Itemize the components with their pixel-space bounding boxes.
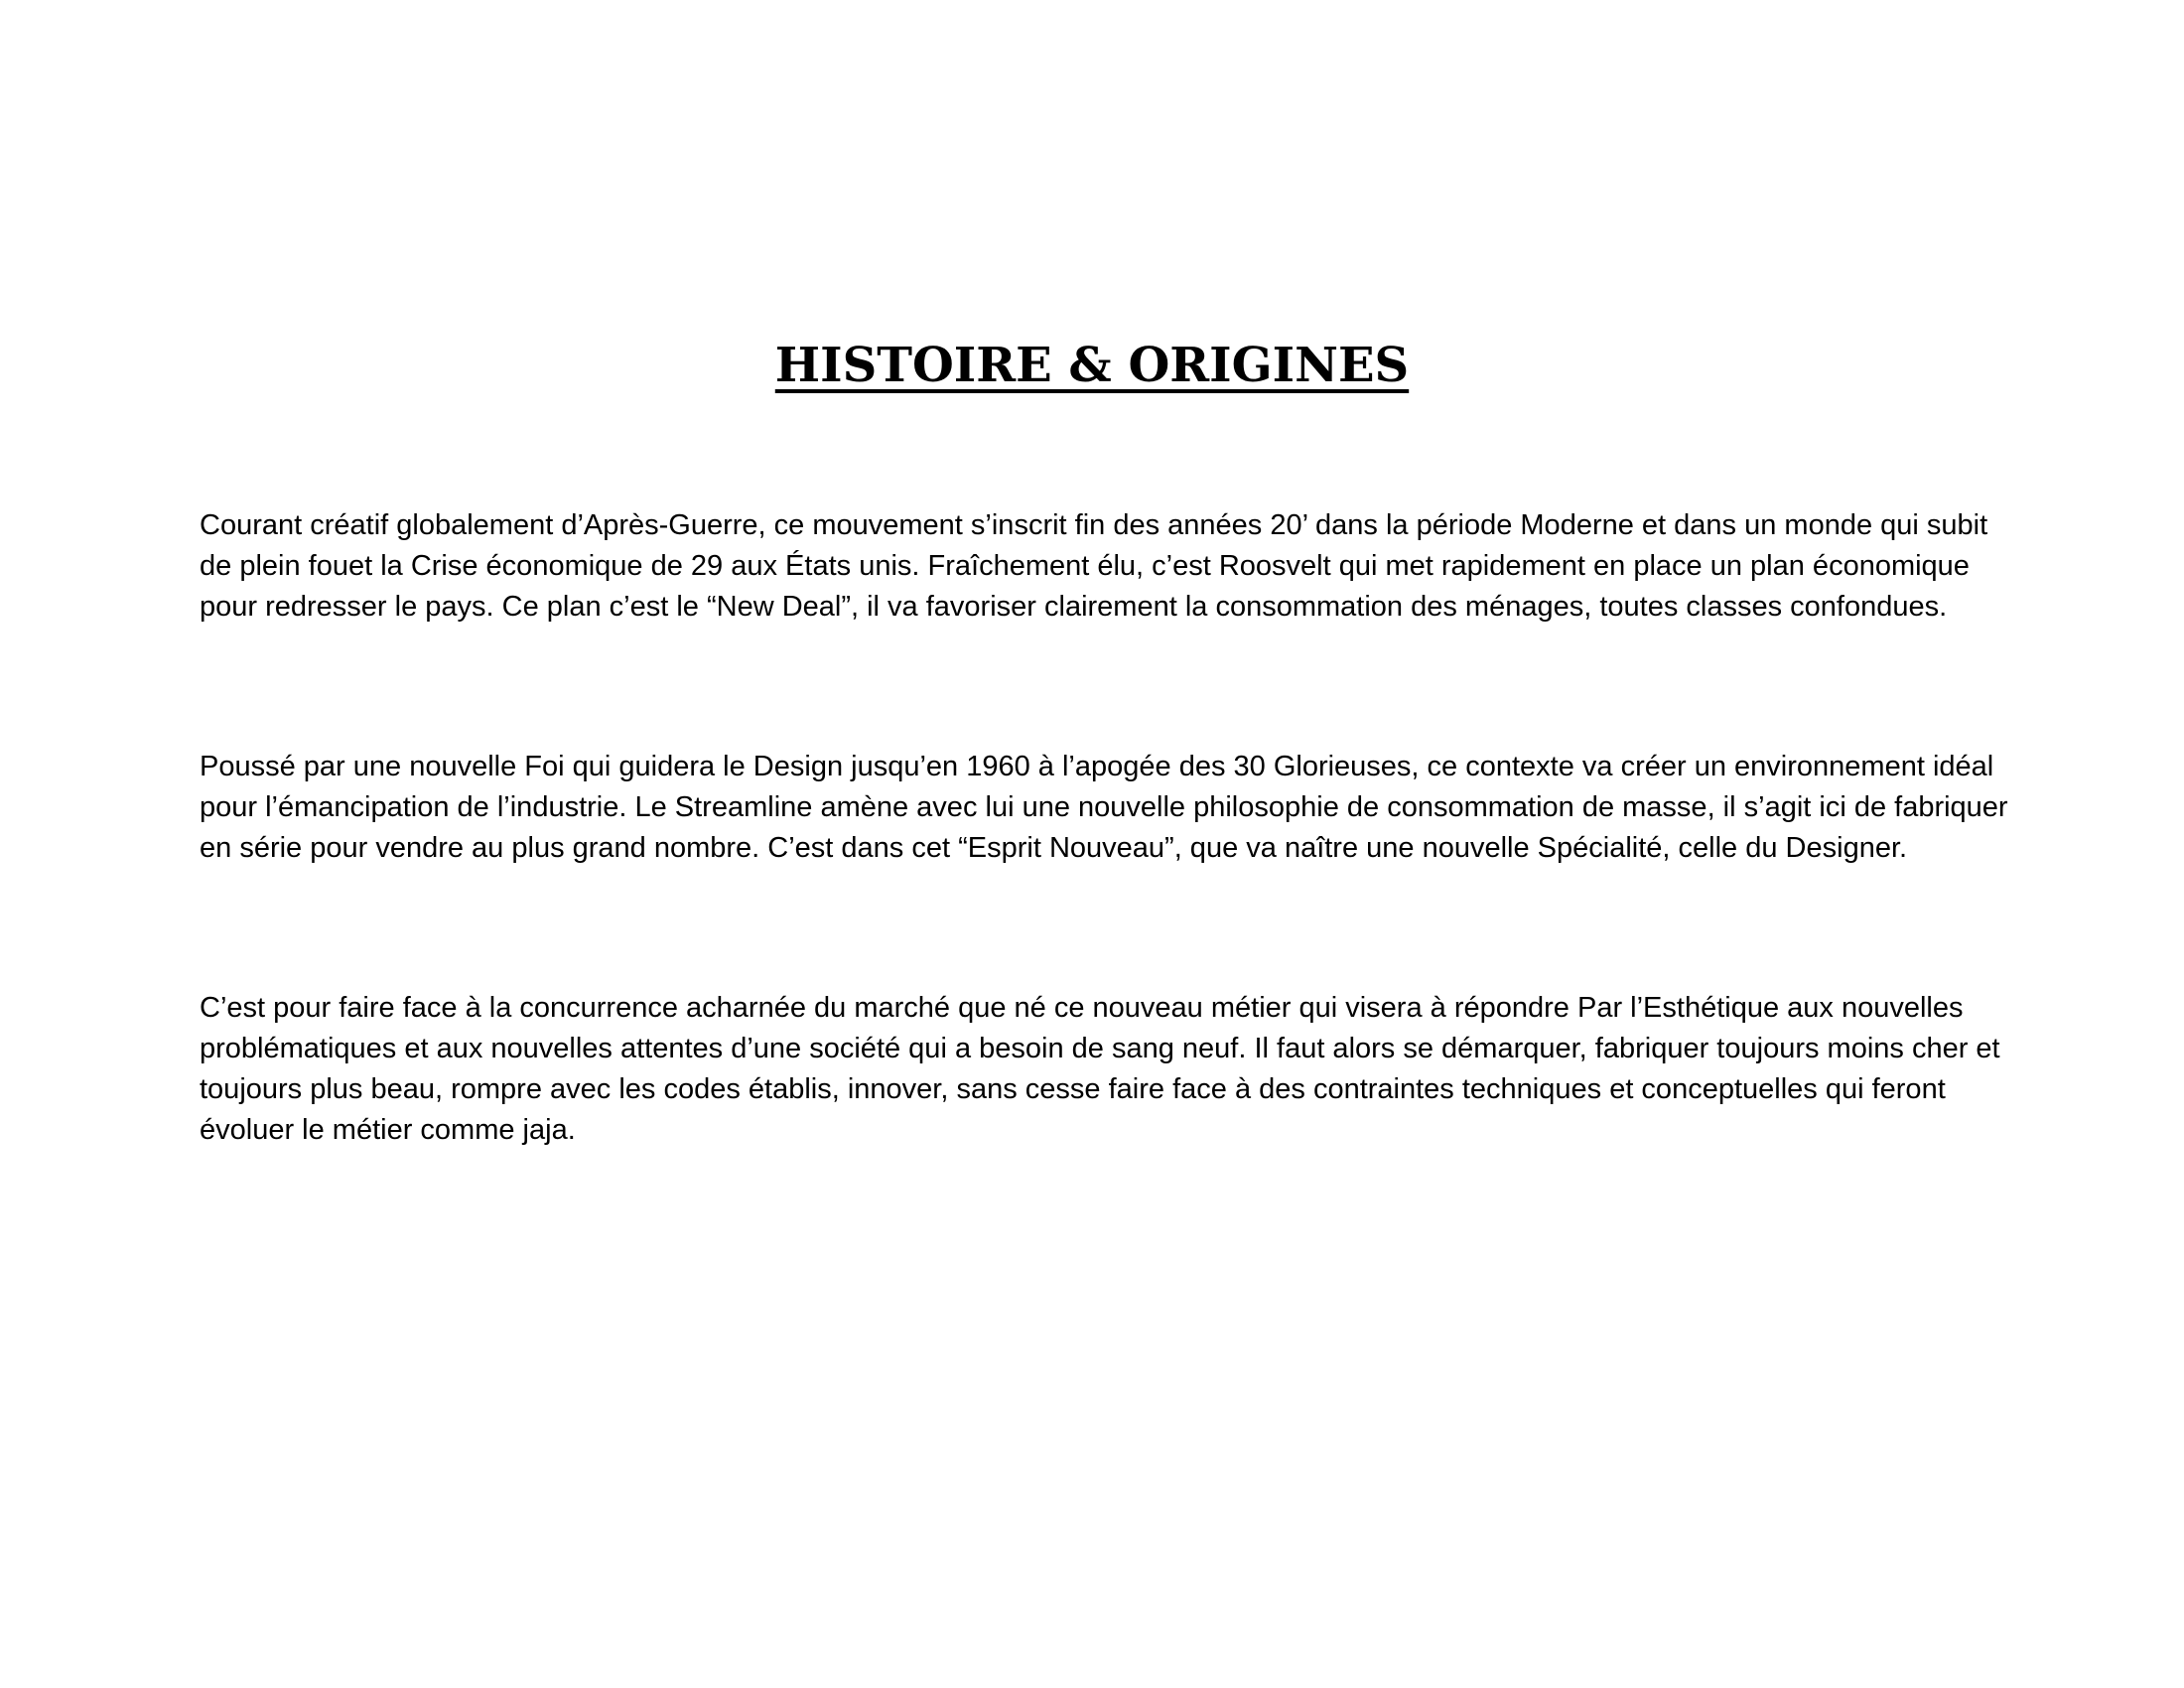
page-title: HISTOIRE & ORIGINES [774,338,1410,393]
paragraph-2: Poussé par une nouvelle Foi qui guidera le Design jusqu’en 1960 à l’apogée des 30 Glorieuses, ce contexte va créer un environnement idéal pour l’émancipation de l’industrie. Le Streamline amène avec lui une nouvelle philosophie de consommation de masse, il s’agit ici de fabriquer en série pour vendre au plus grand nombre. C’est dans cet “Esprit Nouveau”, que va naître une nouvelle Spécialité, celle du Designer. [200,751,2008,864]
paragraph-1: Courant créatif globalement d’Après-Guerre, ce mouvement s’inscrit fin des années 20’ dans la période Moderne et dans un monde qui subit de plein fouet la Crise économique de 29 aux États unis. Fraîchement élu, c’est Roosvelt qui met rapidement en place un plan économique pour redresser le pays. Ce plan c’est le “New Deal”, il va favoriser clairement la consommation des ménages, toutes classes confondues. [200,509,1988,623]
paragraph-3: C’est pour faire face à la concurrence acharnée du marché que né ce nouveau métier qui visera à répondre Par l’Esthétique aux nouvelles problématiques et aux nouvelles attentes d’une société qui a besoin de sang neuf. Il faut alors se démarquer, fabriquer toujours moins cher et toujours plus beau, rompre avec les codes établis, innover, sans cesse faire face à des contraintes techniques et conceptuelles qui feront évoluer le métier comme jaja. [200,992,2000,1146]
